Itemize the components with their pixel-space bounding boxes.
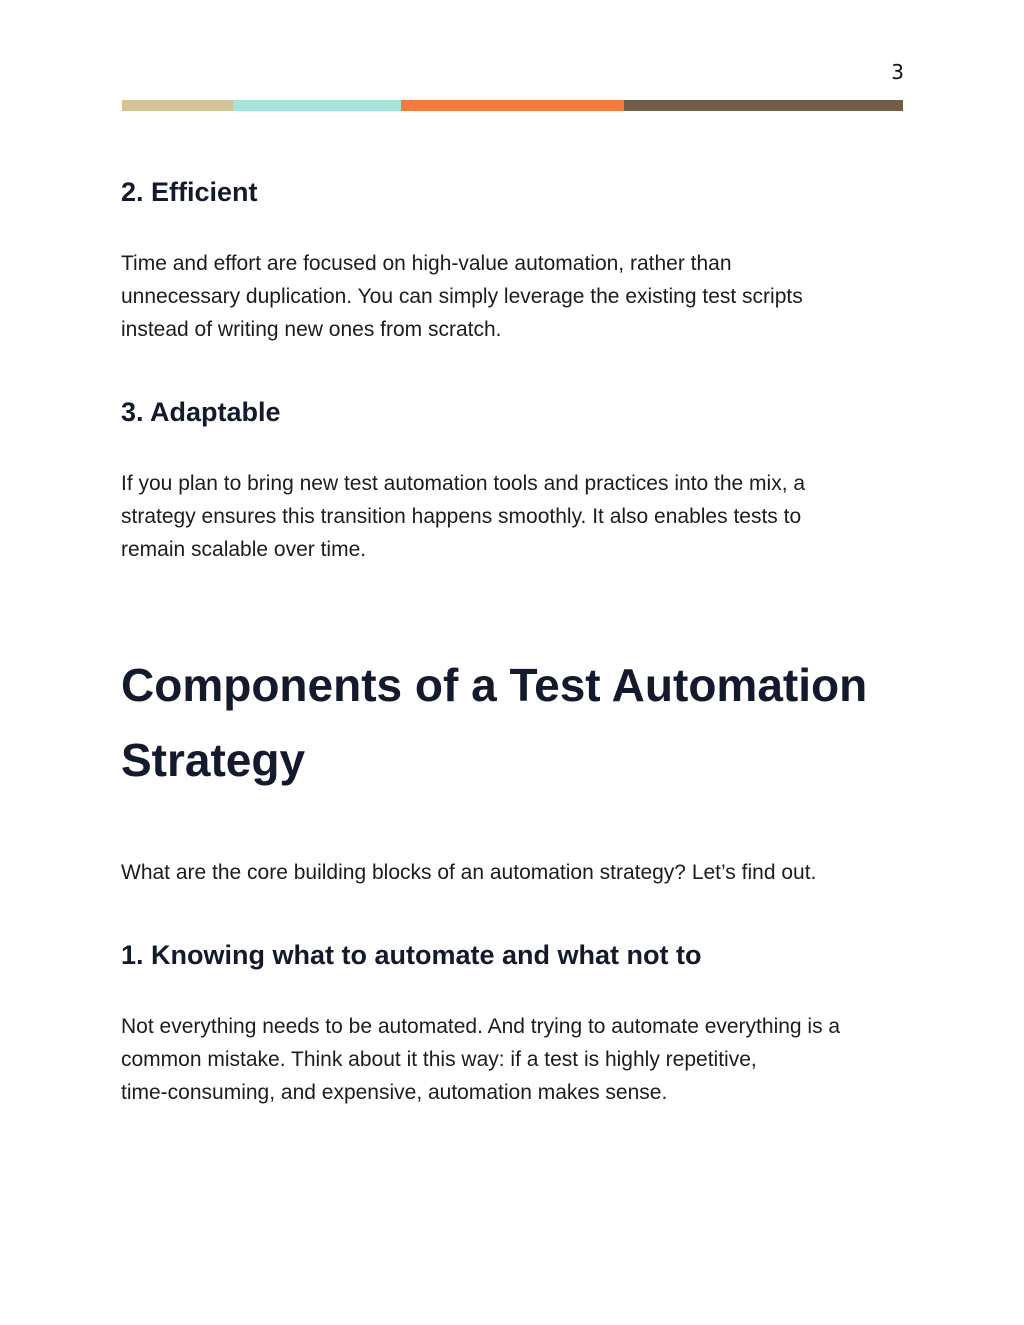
paragraph-intro: What are the core building blocks of an automation strategy? Let’s find out. [121,861,817,884]
paragraph-line: Not everything needs to be automated. And trying to automate everything is a [121,1015,841,1038]
paragraph-line: Time and effort are focused on high-value automation, rather than [121,252,732,275]
page-title [121,648,911,798]
color-bar-segment-3 [401,100,624,111]
paragraph-line: time-consuming, and expensive, automation makes sense. [121,1081,668,1104]
paragraph-line: remain scalable over time. [121,538,367,561]
section-heading-efficient: 2. Efficient [121,177,258,207]
paragraph-line: instead of writing new ones from scratch. [121,318,502,341]
paragraph-line: strategy ensures this transition happens smoothly. It also enables tests to [121,505,802,528]
paragraph-efficient [121,247,911,346]
title-line: Strategy [121,734,306,786]
paragraph-line: common mistake. Think about it this way: if a test is highly repetitive, [121,1048,757,1071]
title-line: Components of a Test Automation [121,659,868,711]
color-bar-segment-2 [233,100,401,111]
section-heading-knowing: 1. Knowing what to automate and what not to [121,940,702,970]
color-bar-segment-4 [624,100,903,111]
paragraph-adaptable [121,467,911,566]
paragraph-line: unnecessary duplication. You can simply leverage the existing test scripts [121,285,803,308]
color-bar-segment-1 [122,100,233,111]
section-heading-adaptable: 3. Adaptable [121,397,281,427]
page-number: 3 [891,60,904,84]
paragraph-knowing [121,1010,911,1109]
paragraph-line: If you plan to bring new test automation tools and practices into the mix, a [121,472,806,495]
decorative-color-bar [122,100,903,111]
